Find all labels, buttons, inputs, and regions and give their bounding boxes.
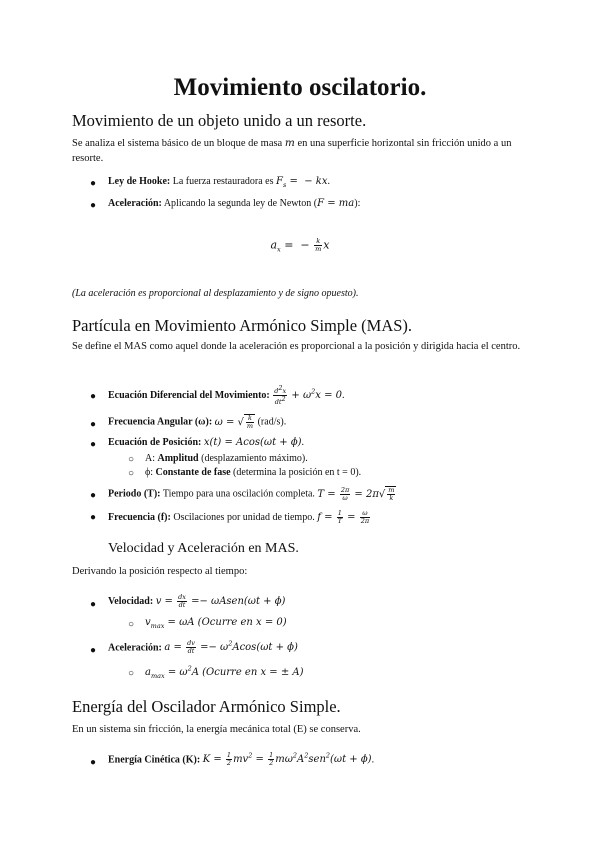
bullet-frecuencia-angular: Frecuencia Angular (ω): ω = √ $\frac{k}{m}$ (rad/s). <box>108 414 287 430</box>
bullet-ecuacion-diferencial: Ecuación Diferencial del Movimiento: $\frac{d^2x}{dt^2}$ + $\omega^2x = 0$. <box>108 384 345 407</box>
bullet-energia-cinetica: Energía Cinética (K): K = $\frac{1}{2}$ $mv^2$ = $\frac{1}{2}$ $m\omega^2A^2sen^2(\omega t + \phi)$. <box>108 751 375 768</box>
subsection-intro-velocidad: Derivando la posición respecto al tiempo: <box>72 566 248 577</box>
note-acceleration: (La aceleración es proporcional al desplazamiento y de signo opuesto). <box>72 288 359 299</box>
section-heading-mas: Partícula en Movimiento Armónico Simple (MAS). <box>72 316 413 335</box>
sub-item-amax: $a_{max} = \omega^2A$ (Ocurre en x = ± A) <box>145 665 304 681</box>
sub-bullet-icon: ○ <box>128 468 135 479</box>
bullet-velocidad: Velocidad: v = $\frac{dx}{dt}$ =− ωAsen(ωt + ϕ) <box>108 593 286 609</box>
sub-bullet-icon: ○ <box>128 454 135 465</box>
bullet-icon: ● <box>90 391 97 402</box>
sub-item-vmax: $v_{max} = \omega A$ (Ocurre en x = 0) <box>145 617 287 630</box>
bullet-icon: ● <box>90 439 97 450</box>
bullet-ecuacion-posicion: Ecuación de Posición: x(t) = Acos(ωt + ϕ). <box>108 437 305 448</box>
bullet-ley-de-hooke: Ley de Hooke: La fuerza restauradora es $F_s$ = − kx. <box>108 176 330 189</box>
section-intro-energia: En un sistema sin fricción, la energía mecánica total (E) se conserva. <box>72 724 361 735</box>
bullet-icon: ● <box>90 178 97 189</box>
bullet-icon: ● <box>90 490 97 501</box>
section-heading-resorte: Movimiento de un objeto unido a un resorte. <box>72 111 367 130</box>
sub-item-constante-fase: ϕ: Constante de fase (determina la posición en t = 0). <box>145 467 362 478</box>
sub-bullet-icon: ○ <box>128 668 135 679</box>
bullet-icon: ● <box>90 512 97 523</box>
section-intro-resorte: Se analiza el sistema básico de un bloque de masa m en una superficie horizontal sin fricción unido a un resorte. <box>72 137 512 164</box>
bullet-icon: ● <box>90 599 97 610</box>
section-intro-mas: Se define el MAS como aquel donde la aceleración es proporcional a la posición y dirigida hacia el centro. <box>72 341 521 352</box>
subsection-heading-velocidad: Velocidad y Aceleración en MAS. <box>108 541 299 556</box>
bullet-icon: ● <box>90 757 97 768</box>
bullet-frecuencia: Frecuencia (f): Oscilaciones por unidad de tiempo. f = $\frac{1}{T}$ = $\frac{\omega}{2\pi}$ <box>108 509 370 525</box>
bullet-periodo: Periodo (T): Tiempo para una oscilación completa. T = $\frac{2\pi}{\omega}$ = 2π√ $\frac{m}{k}$ <box>108 485 395 502</box>
equation-acceleration: $a_x$ = − $\frac{k}{m}$ x <box>270 237 330 254</box>
bullet-icon: ● <box>90 645 97 656</box>
sub-item-amplitud: A: Amplitud (desplazamiento máximo). <box>145 453 308 464</box>
bullet-aceleracion-mas: Aceleración: a = $\frac{dv}{dt}$ =− $\omega^2Acos(\omega t + \phi)$ <box>108 639 298 656</box>
bullet-icon: ● <box>90 200 97 211</box>
section-heading-energia: Energía del Oscilador Armónico Simple. <box>72 697 341 716</box>
sub-bullet-icon: ○ <box>128 619 135 630</box>
bullet-aceleracion-newton: Aceleración: Aplicando la segunda ley de Newton (F = ma): <box>108 198 361 209</box>
page-title: Movimiento oscilatorio. <box>173 74 427 101</box>
bullet-icon: ● <box>90 419 97 430</box>
